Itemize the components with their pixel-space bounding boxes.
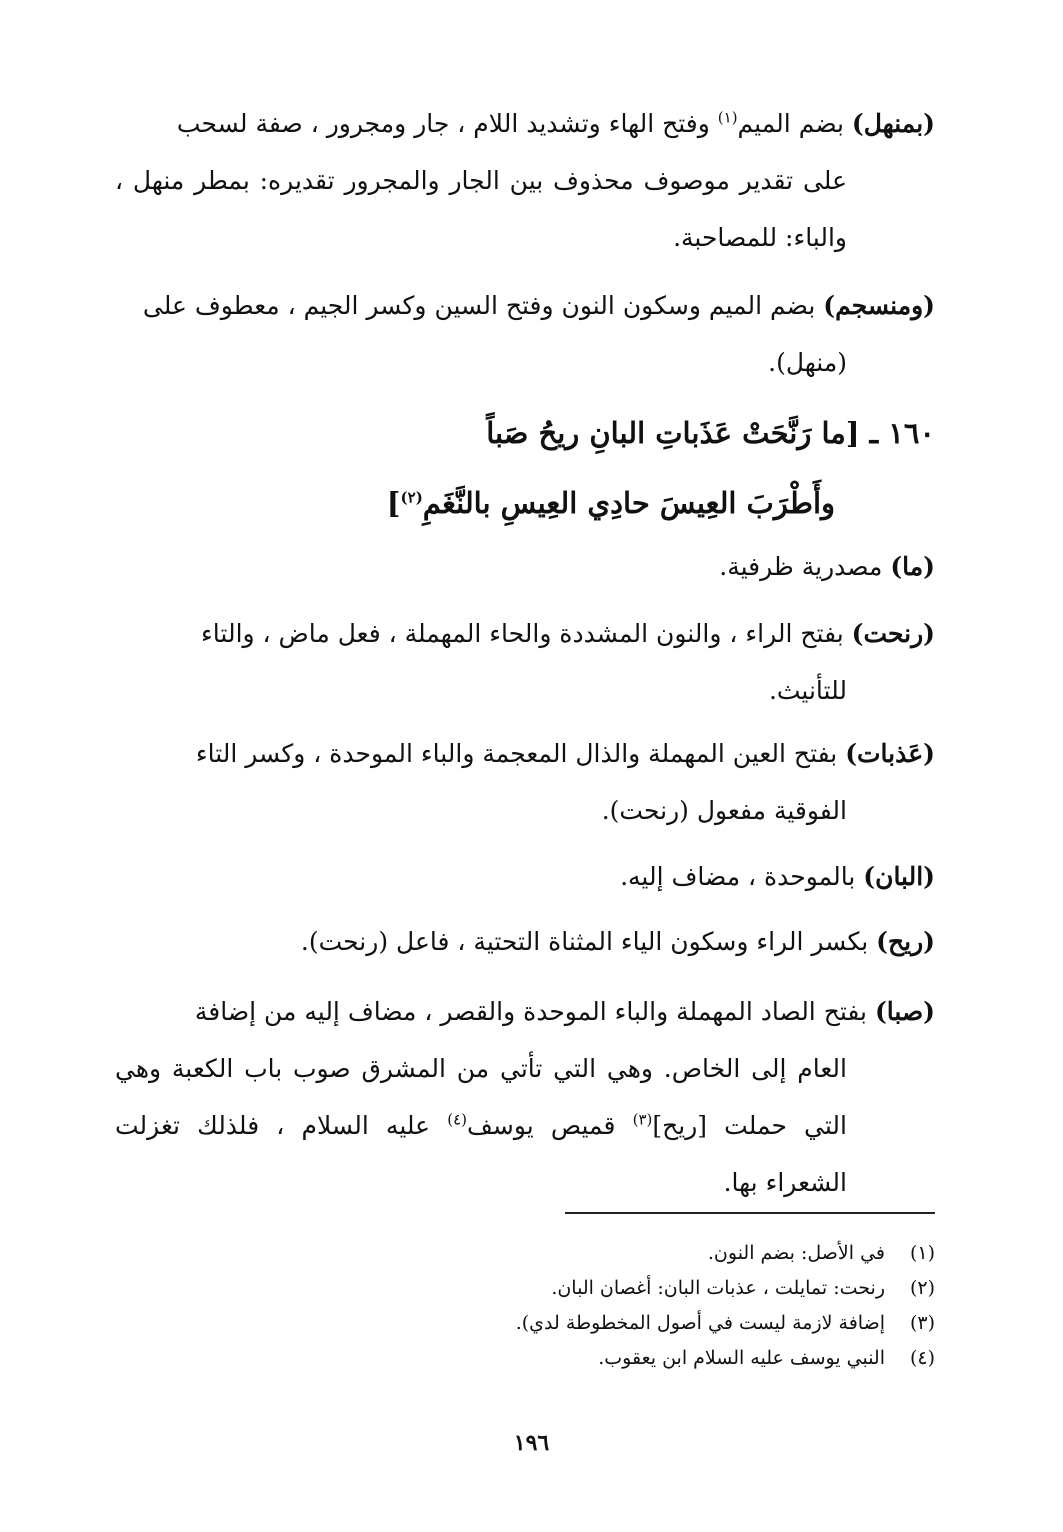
entry-term: (عَذبات) xyxy=(845,739,935,768)
entry-text: عليه السلام ، فلذلك تغزلت الشعراء بها. xyxy=(115,1111,847,1197)
footnote-ref[interactable]: (٢) xyxy=(400,488,423,507)
entry-term: (رنحت) xyxy=(851,619,935,648)
footnote-separator xyxy=(565,1212,935,1214)
entry-continuation: (منهل). xyxy=(768,348,847,377)
entry-text: قميص يوسف xyxy=(467,1111,616,1140)
footnote-text: النبي يوسف عليه السلام ابن يعقوب. xyxy=(598,1347,885,1369)
entry-text: مصدرية ظرفية. xyxy=(719,552,883,581)
footnote-4 xyxy=(115,1341,935,1376)
verse-line-1: [ما رَنَّحَتْ عَذَباتِ البانِ ريحُ صَباً xyxy=(486,416,860,450)
entry-continuation: للتأنيث. xyxy=(768,676,847,705)
entry-term: (ريح) xyxy=(876,927,935,956)
footnote-text: في الأصل: بضم النون. xyxy=(707,1242,885,1264)
footnote-text: رنحت: تمايلت ، عذبات البان: أغصان البان. xyxy=(551,1277,885,1299)
verse-number: ١٦٠ ـ xyxy=(869,416,935,450)
entry-term: (صبا) xyxy=(874,997,935,1026)
footnote-1 xyxy=(115,1236,935,1271)
entry-text: بكسر الراء وسكون الياء المثناة التحتية ، فاعل (رنحت). xyxy=(300,927,869,956)
verse-bracket-close: ] xyxy=(386,486,401,520)
entry-ma xyxy=(115,538,935,595)
footnote-number: (٢) xyxy=(909,1277,935,1299)
entry-rih xyxy=(115,913,935,970)
entry-continuation: على تقدير موصوف محذوف بين الجار والمجرور تقديره: بمطر منهل ، والباء: للمصاحبة. xyxy=(115,166,847,252)
footnote-number: (١) xyxy=(909,1242,935,1264)
footnote-ref[interactable]: (١) xyxy=(717,108,738,127)
verse-line-2: وأَطْرَبَ العِيسَ حادِي العِيسِ بالنَّغَمِ xyxy=(422,486,835,520)
entry-text: بضم الميم xyxy=(737,109,844,138)
entry-adhabat xyxy=(115,725,935,839)
entry-alban xyxy=(115,848,935,905)
entry-wamunsajim xyxy=(115,277,935,391)
entry-text: بفتح الراء ، والنون المشددة والحاء المهملة ، فعل ماض ، والتاء xyxy=(201,619,844,648)
entry-text: العام إلى الخاص. وهي التي تأتي من المشرق صوب باب الكعبة وهي التي حملت [ريح] xyxy=(115,1054,847,1140)
entry-term: (ما) xyxy=(890,552,935,581)
entry-bimanhal xyxy=(115,95,935,266)
footnote-number: (٣) xyxy=(909,1312,935,1334)
entry-term: (بمنهل) xyxy=(851,109,935,138)
entry-continuation: الفوقية مفعول (رنحت). xyxy=(601,796,847,825)
entry-term: (البان) xyxy=(863,862,935,891)
footnote-ref[interactable]: (٣) xyxy=(632,1110,653,1129)
entry-rannahat xyxy=(115,605,935,719)
entry-term: (ومنسجم) xyxy=(823,291,935,320)
entry-text: وفتح الهاء وتشديد اللام ، جار ومجرور ، صفة لسحب xyxy=(176,109,710,138)
footnote-number: (٤) xyxy=(909,1347,935,1369)
footnote-ref[interactable]: (٤) xyxy=(447,1110,467,1129)
entry-text: بفتح الصاد المهملة والباء الموحدة والقصر ، مضاف إليه من إضافة xyxy=(194,997,867,1026)
verse-160 xyxy=(115,398,935,538)
footnotes xyxy=(115,1236,935,1376)
entry-text: بضم الميم وسكون النون وفتح السين وكسر الجيم ، معطوف على xyxy=(142,291,816,320)
footnote-text: إضافة لازمة ليست في أصول المخطوطة لدي). xyxy=(515,1312,885,1334)
entry-continuation xyxy=(115,1040,935,1211)
entry-text: بالموحدة ، مضاف إليه. xyxy=(620,862,856,891)
footnote-2 xyxy=(115,1271,935,1306)
footnote-3 xyxy=(115,1306,935,1341)
entry-saba xyxy=(115,983,935,1211)
page-number: ١٩٦ xyxy=(513,1430,550,1456)
entry-text: بفتح العين المهملة والذال المعجمة والباء الموحدة ، وكسر التاء xyxy=(195,739,838,768)
